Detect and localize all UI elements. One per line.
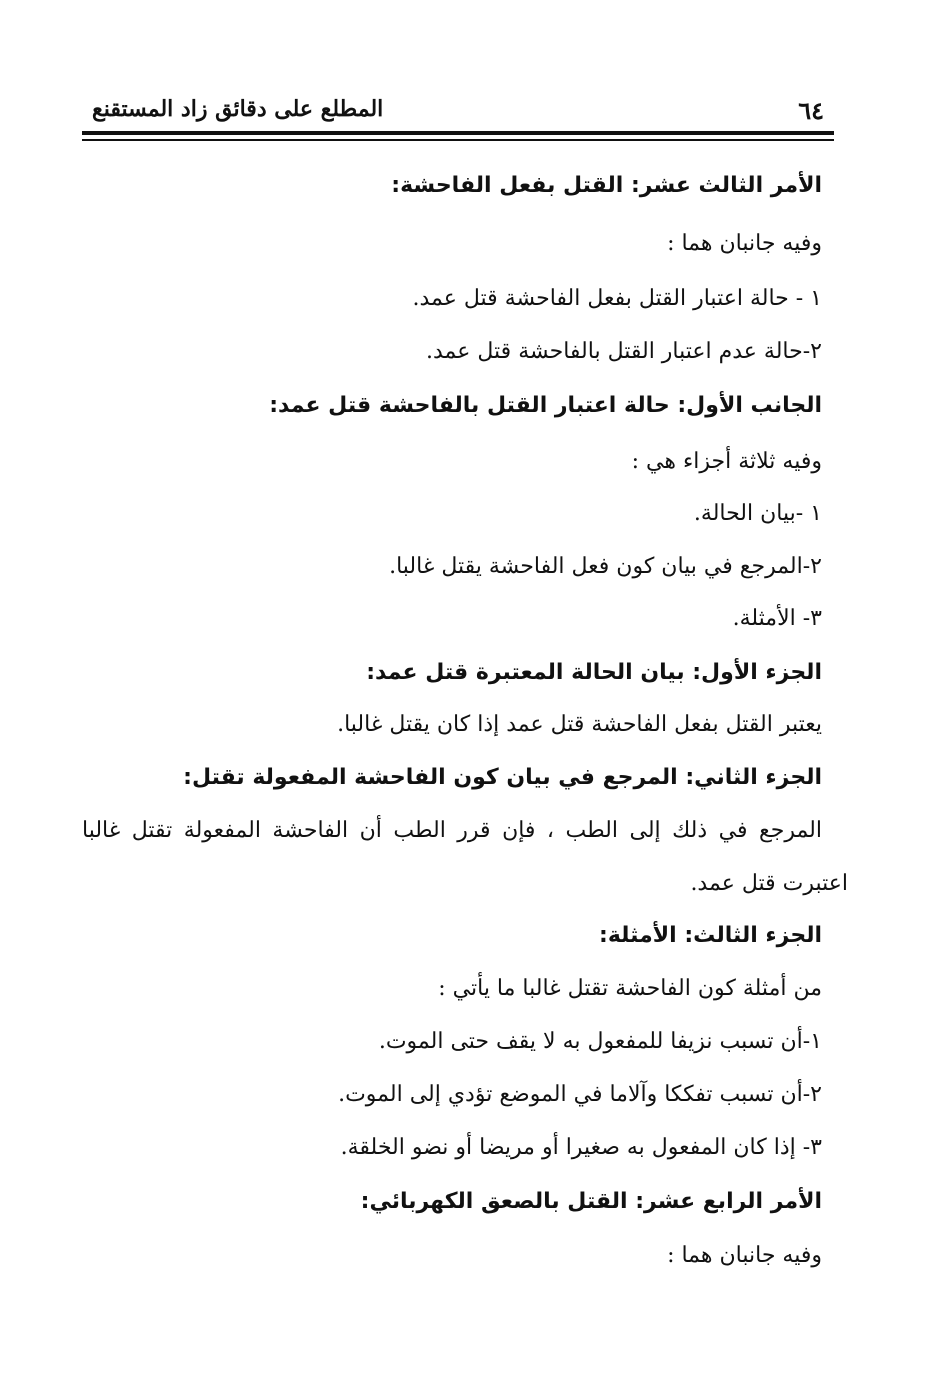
subsection-heading: الجانب الأول: حالة اعتبار القتل بالفاحشة قتل عمد: (269, 393, 822, 418)
list-item: ٢-حالة عدم اعتبار القتل بالفاحشة قتل عمد. (426, 339, 822, 364)
list-item: ٢-أن تسبب تفككا وآلاما في الموضع تؤدي إلى الموت. (338, 1082, 822, 1107)
page-number: ٦٤ (798, 96, 824, 125)
paragraph: من أمثلة كون الفاحشة تقتل غالبا ما يأتي : (438, 976, 822, 1001)
list-item: ٢-المرجع في بيان كون فعل الفاحشة يقتل غالبا. (389, 554, 822, 579)
list-item: ٣- الأمثلة. (732, 606, 822, 631)
section-heading: الأمر الثالث عشر: القتل بفعل الفاحشة: (391, 173, 822, 198)
paragraph: وفيه ثلاثة أجزاء هي : (631, 449, 822, 474)
paragraph: وفيه جانبان هما : (667, 231, 822, 256)
paragraph: وفيه جانبان هما : (667, 1243, 822, 1268)
header-rule-thin (82, 139, 834, 141)
running-title: المطلع على دقائق زاد المستقنع (92, 96, 384, 122)
list-item: ٣- إذا كان المفعول به صغيرا أو مريضا أو نضو الخلقة. (340, 1135, 822, 1160)
header-rule-thick (82, 131, 834, 135)
paragraph: يعتبر القتل بفعل الفاحشة قتل عمد إذا كان يقتل غالبا. (337, 712, 822, 737)
part-heading: الجزء الثاني: المرجع في بيان كون الفاحشة المفعولة تقتل: (183, 765, 822, 790)
paragraph-continuation: اعتبرت قتل عمد. (690, 871, 848, 896)
paragraph: المرجع في ذلك إلى الطب ، فإن قرر الطب أن الفاحشة المفعولة تقتل غالبا (82, 818, 822, 843)
list-item: ١ - حالة اعتبار القتل بفعل الفاحشة قتل عمد. (412, 286, 822, 311)
list-item: ١-أن تسبب نزيفا للمفعول به لا يقف حتى الموت. (378, 1029, 822, 1054)
part-heading: الجزء الأول: بيان الحالة المعتبرة قتل عمد: (366, 660, 822, 685)
list-item: ١ -بيان الحالة. (693, 501, 822, 526)
page-header (82, 92, 834, 128)
section-heading: الأمر الرابع عشر: القتل بالصعق الكهربائي: (360, 1189, 822, 1214)
part-heading: الجزء الثالث: الأمثلة: (599, 923, 822, 948)
